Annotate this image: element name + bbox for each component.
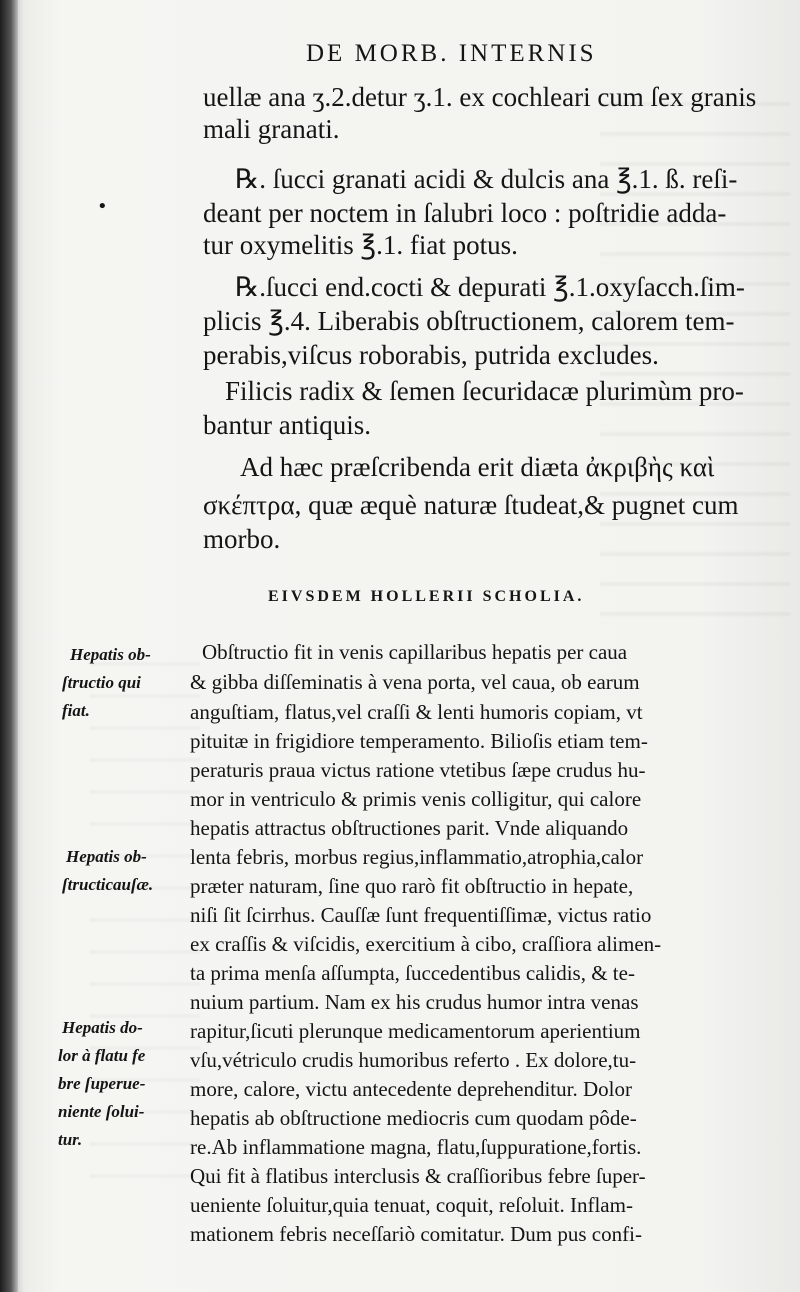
text-line: plicis ℥.4. Liberabis obſtructionem, calorem tem- bbox=[203, 306, 735, 336]
margin-note-line: Hepatis do- bbox=[62, 1018, 143, 1037]
body-line: niſi ſit ſcirrhus. Cauſſæ ſunt frequentiſſimæ, victus ratio bbox=[190, 903, 652, 927]
body-line: mor in ventriculo & primis venis colligitur, qui calore bbox=[190, 787, 642, 811]
book-spine bbox=[0, 0, 18, 1292]
body-line: & gibba diſſeminatis à vena porta, vel caua, ob earum bbox=[190, 670, 640, 694]
section-title: EIVSDEM HOLLERII SCHOLIA. bbox=[268, 588, 585, 605]
body-line: nuium partium. Nam ex his crudus humor intra venas bbox=[190, 990, 639, 1014]
running-header: DE MORB. INTERNIS bbox=[306, 40, 597, 67]
text-line: tur oxymelitis ℥.1. fiat potus. bbox=[203, 230, 518, 260]
body-line: ta prima menſa aſſumpta, ſuccedentibus calidis, & te- bbox=[190, 961, 635, 985]
margin-note-line: bre ſuperue- bbox=[58, 1074, 146, 1093]
text-line: ℞.ſucci end.cocti & depurati ℥.1.oxyſacch.ſim- bbox=[235, 272, 745, 302]
body-line: Qui fit à flatibus interclusis & craſſioribus febre ſuper- bbox=[190, 1164, 646, 1188]
body-line: vſu,vétriculo crudis humoribus referto . Ex dolore,tu- bbox=[190, 1048, 637, 1072]
text-line: morbo. bbox=[203, 524, 281, 554]
margin-note-line: lor à flatu fe bbox=[58, 1046, 146, 1065]
text-line: Ad hæc præſcribenda erit diæta ἀκριβὴς καὶ bbox=[240, 452, 715, 482]
body-line: more, calore, victu antecedente deprehenditur. Dolor bbox=[190, 1077, 632, 1101]
body-line: ueniente ſoluitur,quia tenuat, coquit, reſoluit. Inflam- bbox=[190, 1193, 633, 1217]
body-line: lenta febris, morbus regius,inflammatio,atrophia,calor bbox=[190, 845, 644, 869]
body-line: re.Ab inflammatione magna, flatu,ſuppuratione,fortis. bbox=[190, 1135, 642, 1159]
body-line: ex craſſis & viſcidis, exercitium à cibo, craſſiora alimen- bbox=[190, 932, 662, 956]
text-line: mali granati. bbox=[203, 114, 340, 144]
margin-note-line: tur. bbox=[58, 1130, 83, 1149]
margin-note-line: ſtructicauſæ. bbox=[62, 875, 154, 894]
margin-note-line: fiat. bbox=[62, 701, 90, 720]
body-line: hepatis ab obſtructione mediocris cum quodam pôde- bbox=[190, 1106, 637, 1130]
body-line: anguſtiam, flatus,vel craſſi & lenti humoris copiam, vt bbox=[190, 700, 643, 724]
body-line: peraturis praua victus ratione vtetibus ſæpe crudus hu- bbox=[190, 758, 646, 782]
margin-note-line: Hepatis ob- bbox=[70, 645, 151, 664]
body-line: hepatis attractus obſtructiones parit. Vnde aliquando bbox=[190, 816, 629, 840]
text-line: σκέπτρα, quæ æquè naturæ ſtudeat,& pugnet cum bbox=[203, 490, 739, 520]
body-line: Obſtructio fit in venis capillaribus hepatis per caua bbox=[202, 640, 628, 664]
body-line: præter naturam, ſine quo rarò fit obſtructio in hepate, bbox=[190, 874, 634, 898]
text-line: perabis,viſcus roborabis, putrida excludes. bbox=[203, 340, 659, 370]
bullet-mark: • bbox=[97, 196, 108, 217]
margin-note-line: ſtructio qui bbox=[62, 673, 141, 692]
margin-note-line: niente ſolui- bbox=[58, 1102, 145, 1121]
text-line: uellæ ana ʒ.2.detur ʒ.1. ex cochleari cum ſex granis bbox=[203, 82, 757, 112]
text-line: ℞. ſucci granati acidi & dulcis ana ℥.1. ß. reſi- bbox=[235, 164, 738, 194]
margin-note-line: Hepatis ob- bbox=[66, 847, 147, 866]
text-line: Filicis radix & ſemen ſecuridacæ plurimùm pro- bbox=[225, 376, 744, 406]
text-line: bantur antiquis. bbox=[203, 410, 371, 440]
body-line: rapitur,ſicuti plerunque medicamentorum aperientium bbox=[190, 1019, 641, 1043]
text-line: deant per noctem in ſalubri loco : poſtridie adda- bbox=[203, 198, 727, 228]
body-line: mationem febris neceſſariò comitatur. Dum pus confi- bbox=[190, 1222, 642, 1246]
body-line: pituitæ in frigidiore temperamento. Bilioſis etiam tem- bbox=[190, 729, 648, 753]
